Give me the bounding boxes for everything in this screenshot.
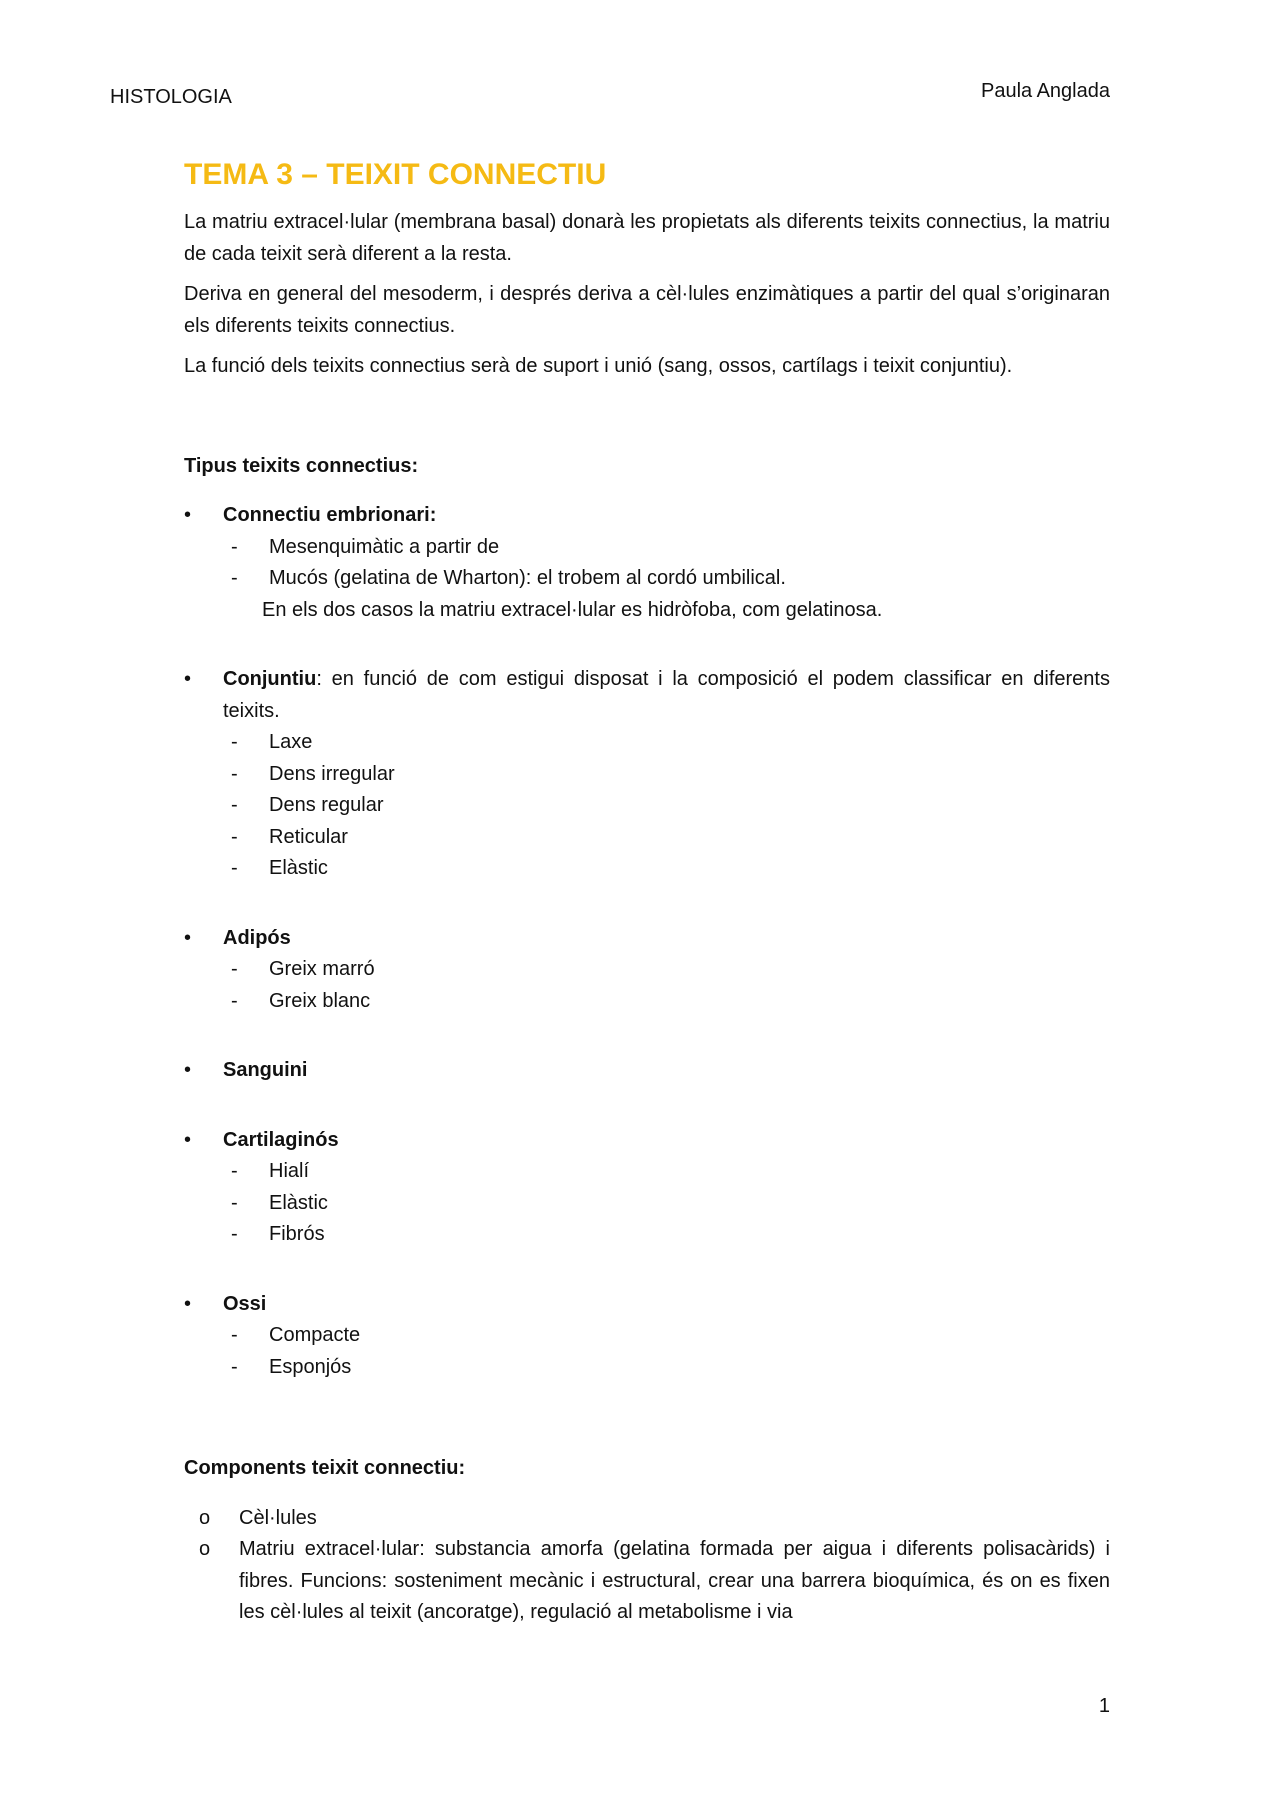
subtype-item [223, 1352, 1110, 1384]
subtype-label: Laxe [269, 731, 313, 753]
bullet-icon: • [184, 1059, 192, 1081]
header-left: HISTOLOGIA [110, 86, 232, 108]
subtype-list [184, 1320, 1110, 1383]
tissue-type-item [184, 1055, 1110, 1087]
dash-icon: - [231, 567, 238, 589]
tissue-type-item [184, 1125, 1110, 1251]
circle-bullet-icon: o [199, 1538, 211, 1560]
subtype-item [223, 790, 1110, 822]
page-title: TEMA 3 – TEIXIT CONNECTIU [184, 158, 607, 191]
dash-icon: - [231, 1191, 238, 1214]
subtype-item [223, 853, 1110, 885]
subtype-item [223, 954, 1110, 986]
subtype-label: Esponjós [269, 1355, 352, 1378]
subtype-item [223, 1320, 1110, 1352]
dash-icon: - [231, 762, 238, 785]
subtype-label: Hialí [269, 1160, 310, 1182]
types-heading: Tipus teixits connectius: [184, 454, 419, 477]
component-item [184, 1503, 1110, 1535]
dash-icon: - [231, 1324, 238, 1346]
subtype-item [223, 822, 1110, 854]
tissue-types-list [184, 500, 1110, 1383]
tissue-type-label: Ossi [223, 1292, 267, 1315]
tissue-type-item [184, 664, 1110, 885]
component-text: Matriu extracel·lular: substancia amorfa (gelatina formada per aigua i diferents polisacàrids) i fibres. Funcions: sosteniment mecànic i estructural, crear una barrera bioquímica, és on es fixen les cèl·lules al teixit (ancoratge), regulació al metabolisme i via [239, 1538, 1110, 1623]
tissue-type-line [223, 500, 1110, 532]
components-heading: Components teixit connectiu: [184, 1457, 466, 1479]
subtype-label: Mesenquimàtic a partir de [269, 535, 500, 558]
subtype-list [184, 1156, 1110, 1251]
page-number: 1 [1098, 1695, 1110, 1717]
tissue-type-label: Connectiu embrionari: [223, 504, 437, 526]
subtype-item [223, 1219, 1110, 1251]
subtype-item [223, 532, 1110, 564]
bullet-icon: • [184, 1128, 192, 1151]
component-text: Cèl·lules [239, 1506, 317, 1529]
subtype-item [223, 727, 1110, 759]
tissue-type-line [223, 1125, 1110, 1157]
dash-icon: - [231, 731, 238, 753]
dash-icon: - [231, 825, 238, 848]
tissue-type-line [223, 664, 1110, 727]
dash-icon: - [231, 958, 238, 980]
tissue-type-label: Sanguini [223, 1059, 308, 1081]
subtype-list [184, 532, 1110, 595]
dash-icon: - [231, 794, 238, 816]
bullet-icon: • [184, 1292, 192, 1315]
subtype-item [223, 986, 1110, 1018]
tissue-type-item [184, 500, 1110, 626]
document-body [184, 155, 1110, 1629]
tissue-type-item [184, 1289, 1110, 1384]
subtype-item [223, 759, 1110, 791]
subtype-label: Dens regular [269, 794, 384, 816]
dash-icon: - [231, 1223, 238, 1245]
dash-icon: - [231, 989, 238, 1012]
subtype-label: Greix marró [269, 958, 375, 980]
tissue-type-label: Conjuntiu [223, 668, 317, 690]
subtype-note: En els dos casos la matriu extracel·lular es hidròfoba, com gelatinosa. [262, 598, 883, 621]
intro-paragraph: La matriu extracel·lular (membrana basal) donarà les propietats als diferents teixits connectius, la matriu de cada teixit serà diferent a la resta. [184, 211, 1110, 265]
components-list [184, 1503, 1110, 1629]
circle-bullet-icon: o [199, 1506, 211, 1529]
subtype-label: Compacte [269, 1324, 361, 1346]
dash-icon: - [231, 857, 238, 879]
subtype-item [223, 1188, 1110, 1220]
bullet-icon: • [184, 668, 192, 690]
intro-paragraph: Deriva en general del mesoderm, i després deriva a cèl·lules enzimàtiques a partir del qual s’originaran els diferents teixits connectius. [184, 283, 1110, 337]
tissue-type-line [223, 1055, 1110, 1087]
tissue-type-line [223, 1289, 1110, 1321]
bullet-icon: • [184, 926, 192, 949]
subtype-label: Dens irregular [269, 762, 395, 785]
dash-icon: - [231, 1355, 238, 1378]
component-item [184, 1534, 1110, 1629]
bullet-icon: • [184, 504, 192, 526]
subtype-item [223, 1156, 1110, 1188]
tissue-type-label: Cartilaginós [223, 1128, 339, 1151]
intro-paragraph: La funció dels teixits connectius serà de suport i unió (sang, ossos, cartílags i teixit conjuntiu). [184, 355, 1013, 377]
subtype-list [184, 954, 1110, 1017]
tissue-type-line [223, 923, 1110, 955]
header-author: Paula Anglada [980, 80, 1110, 102]
dash-icon: - [231, 535, 238, 558]
tissue-type-item [184, 923, 1110, 1018]
tissue-type-label: Adipós [223, 926, 291, 949]
subtype-list [184, 727, 1110, 885]
subtype-label: Elàstic [269, 857, 328, 879]
subtype-label: Elàstic [269, 1191, 328, 1214]
subtype-label: Greix blanc [269, 989, 371, 1012]
subtype-label: Fibrós [269, 1223, 325, 1245]
dash-icon: - [231, 1160, 238, 1182]
subtype-label: Mucós (gelatina de Wharton): el trobem al cordó umbilical. [269, 567, 786, 589]
subtype-label: Reticular [269, 825, 348, 848]
subtype-item [223, 563, 1110, 595]
tissue-type-description: : en funció de com estigui disposat i la composició el podem classificar en diferents teixits. [223, 668, 1110, 722]
